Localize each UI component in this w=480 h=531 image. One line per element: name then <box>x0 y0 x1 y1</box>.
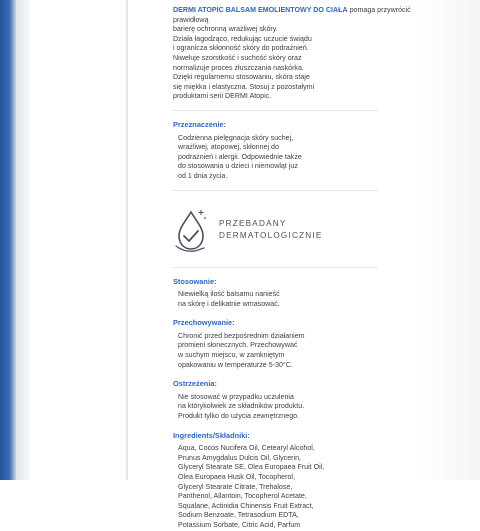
badge-line-1: PRZEBADANY <box>219 218 287 228</box>
description-line-4: Niweluje szorstkość i suchość skóry oraz <box>173 53 302 62</box>
description-line-8: produktami serii DERMI Atopic. <box>173 92 272 101</box>
description-line-2: Działa łagodząco, redukując uczucie świądu <box>173 34 312 43</box>
ingredients-line: Glyceryl Stearate SE, Olea Europaea Fruit Oil, <box>178 463 325 472</box>
warning-line: na którykolwiek ze składników produktu. <box>178 402 305 411</box>
description-line-7: się miękka i elastyczna. Stosuj z pozostałymi <box>173 82 315 91</box>
package-blue-stripe <box>0 0 16 480</box>
section-separator <box>173 267 378 268</box>
purpose-line: Codzienna pielęgnacja skóry suchej, <box>178 133 294 142</box>
ingredients-heading: Ingredients/Składniki: <box>173 430 250 440</box>
purpose-line: wrażliwej, atopowej, skłonnej do <box>178 143 279 152</box>
description-text-0: pomaga przywrócić prawidłową <box>173 6 411 24</box>
storage-heading: Przechowywanie: <box>173 318 235 328</box>
storage-line: Chronić przed bezpośrednim działaniem <box>178 331 305 340</box>
product-description <box>173 6 413 102</box>
ingredients-line: Squalane, Actinidia Chinensis Fruit Extract, <box>178 501 314 510</box>
warning-text <box>178 393 378 422</box>
description-line-6: Dzięki regularnemu stosowaniu, skóra staje <box>173 73 310 82</box>
warning-heading: Ostrzeżenia: <box>173 379 217 389</box>
ingredients-line: Potassium Sorbate, Citric Acid, Parfum <box>178 520 301 529</box>
ingredients-line: Panthenol, Allantoin, Tocopherol Acetate, <box>178 492 307 501</box>
ingredients-line: Prunus Amygdalus Dulcis Oil, Glycerin, <box>178 453 302 462</box>
label-text-panel <box>173 0 413 531</box>
product-name: DERMI ATOPIC BALSAM EMOLIENTOWY DO CIAŁA <box>173 6 348 14</box>
badge-text <box>219 218 323 242</box>
usage-line: Niewielką ilość balsamu nanieść <box>178 290 280 299</box>
description-line-0 <box>173 6 413 25</box>
warning-line: Produkt tylko do użycia zewnętrznego. <box>178 412 300 421</box>
purpose-line: do stosowania u dzieci i niemowląt już <box>178 162 298 171</box>
description-line-5: normalizuje proces złuszczania naskórka. <box>173 63 304 72</box>
purpose-text <box>178 134 378 182</box>
ingredients-line: Olea Europaea Husk Oil, Tocopherol, <box>178 473 295 481</box>
package-right-edge <box>420 0 480 480</box>
purpose-heading: Przeznaczenie: <box>173 119 226 129</box>
storage-line: opakowaniu w temperaturze 5-30°C. <box>178 360 293 369</box>
storage-text <box>178 332 378 370</box>
ingredients-line: Glyceryl Stearate Citrate, Trehalose, <box>178 482 293 491</box>
usage-line: na skórę i delikatnie wmasować. <box>178 299 280 308</box>
storage-line: w suchym miejscu, w zamkniętym <box>178 351 285 360</box>
package-edge-shade <box>16 0 30 480</box>
warning-line: Nie stosować w przypadku uczulenia <box>178 392 294 401</box>
storage-line: promieni słonecznych. Przechowywać <box>178 341 298 350</box>
section-separator <box>173 110 378 111</box>
purpose-line: od 1 dnia życia. <box>178 171 228 180</box>
ingredients-line: Aqua, Cocos Nucifera Oil, Cetearyl Alcohol, <box>178 444 315 453</box>
ingredients-text <box>178 444 378 530</box>
purpose-line: podrażnień i alergii. Odpowiednie także <box>178 152 302 161</box>
ingredients-line: Sodium Benzoate, Tetrasodium EDTA, <box>178 511 299 520</box>
description-line-1: barierę ochronną wrażliwej skóry. <box>173 25 278 34</box>
usage-heading: Stosowanie: <box>173 276 217 286</box>
description-line-3: i ogranicza skłonność skóry do podrażnień. <box>173 44 309 53</box>
section-separator <box>173 190 378 191</box>
dermatologically-tested-badge <box>173 201 413 259</box>
panel-divider <box>126 0 128 480</box>
usage-text <box>178 290 378 309</box>
badge-line-2: DERMATOLOGICZNIE <box>219 230 323 240</box>
tested-check-icon <box>173 206 209 254</box>
